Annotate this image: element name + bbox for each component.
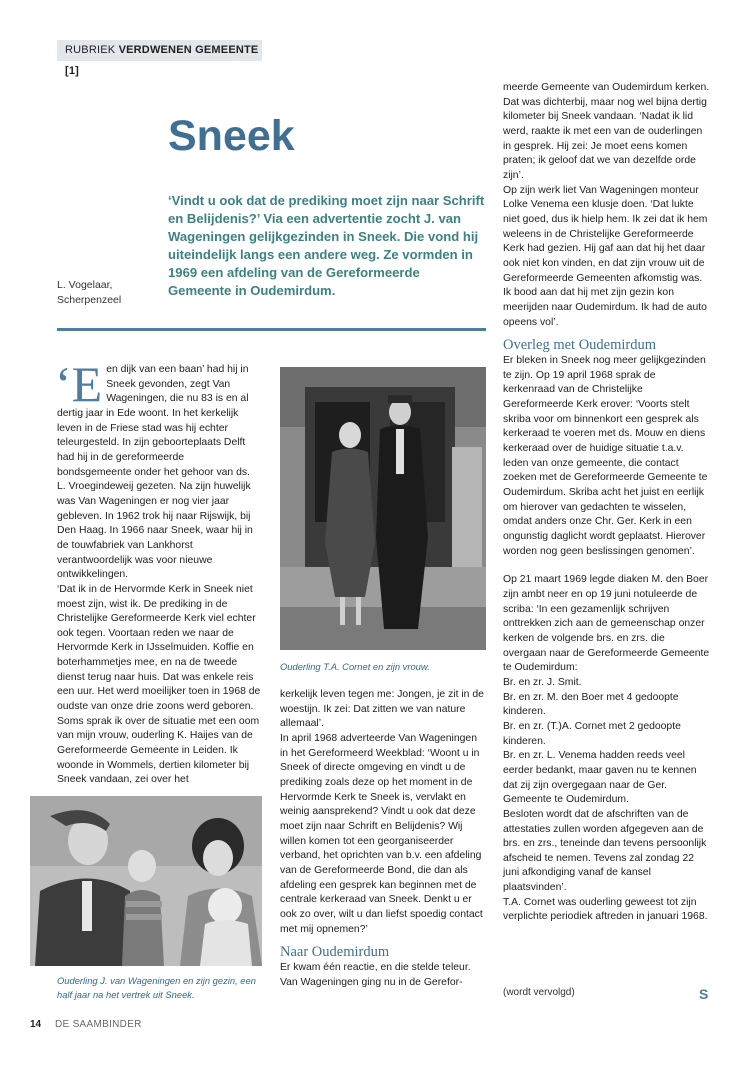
rubric-title: VERDWENEN GEMEENTE xyxy=(118,44,259,56)
author-name: L. Vogelaar, xyxy=(57,279,113,291)
col3-list-4: Br. en zr. L. Venema hadden reeds veel eerder bedankt, maar gaven nu te kennen dat zij zijn overgegaan naar de Ger. Gemeente te Oudemirdum. xyxy=(503,750,697,806)
col2-paragraph-3: Er kwam één reactie, en die stelde teleur. Van Wageningen ging nu in de Gerefor- xyxy=(280,962,471,988)
col3-paragraph-5: Besloten wordt dat de afschriften van de attestaties zullen worden afgegeven aan de brs. en zrs., teneinde dan tevens persoonlijk afscheid te nemen. Tevens zal zondag 22 juni afkondiging vanaf de kansel plaatsvinden’. xyxy=(503,808,707,894)
author-byline xyxy=(57,278,121,308)
col1-paragraph-1: ‘Een dijk van een baan’ had hij in Sneek gevonden, zegt Van Wageningen, die nu 83 is en al dertig jaar in Ede woont. In het kerkelijk leven in de Friese stad was hij echter teleurgesteld. In zijn geboorteplaats Delft had hij in de gereformeerde bondsgemeente onder het gehoor van ds. L. Vroegindeweij gezeten. Na zijn huwelijk was Van Wageningen er nog vier jaar gebleven. In 1962 trok hij naar Rijswijk, bij Den Haag. In 1966 naar Sneek, waar hij in de touwfabriek van Lankhorst verantwoordelijk was voor nieuwe ontwikkelingen. xyxy=(55,356,253,581)
col2-paragraph-2: In april 1968 adverteerde Van Wageningen in het Gereformeerd Weekblad: ‘Woont u in Sneek of directe omgeving en vindt u de prediking zoals deze op het moment in de Hervormde Kerk te Sneek is, vervlakt en weinig aansprekend? Vindt u ook dat deze moet zijn naar Schrift en Belijdenis? Wij willen komen tot een georganiseerder verband, het oprichten van b.v. een afdeling van de Gereformeerde Bond, die dan als afdeling een gesprek kan beginnen met de centrale kerkeraad van Sneek. Denkt u er ook zo over, wilt u dan liefst spoedig contact met mij opnemen?’ xyxy=(280,732,483,935)
column-2 xyxy=(280,688,485,990)
col3-paragraph-6: T.A. Cornet was ouderling geweest tot zijn verplichte periodiek aftreden in januari 1968. xyxy=(503,896,708,923)
col3-paragraph-1: meerde Gemeente van Oudemirdum kerken. Dat was dichterbij, maar nog wel bijna dertig kilometer bij Sneek vandaan. ‘Nadat ik lid werd, raakte ik met een van de ouderlingen in gesprek. Hij zei: Je moet eens komen praten; ik geloof dat we van dezelfde orde zijn’. xyxy=(503,82,710,181)
photo-family-caption: Ouderling J. van Wageningen en zijn gezin, een half jaar na het vertrek uit Sneek. xyxy=(57,975,256,1000)
photo-couple xyxy=(280,367,486,650)
photo-family-image xyxy=(30,796,262,966)
col3-paragraph-3: Er bleken in Sneek nog meer gelijkgezinden te zijn. Op 19 april 1968 sprak de kerkenraad van de Christelijke Gereformeerde Kerk erover: ‘Voorts stelt skriba voor om binnenkort een gesprek als kerkeraad te voeren met ds. Mouw en diens kerkeraad over de huidige situatie t.a.v. leden van onze gemeente, die contact zoeken met de Gereformeerde Gemeente te Oudemirdum. Skriba acht het juist en eerlijk om hierover van gedachten te wisselen, omdat anders onze Chr. Ger. Kerk in een ongunstig daglicht wordt geplaatst. Hierover worden nog geen beslissingen genomen’. xyxy=(503,355,708,557)
article-lead: ‘Vindt u ook dat de prediking moet zijn naar Schrift en Belijdenis?’ Via een advertentie zocht J. van Wageningen gelijkgezinden in Sneek. Die vond hij uiteindelijk langs een andere weg. Ze vormden in 1969 een afdeling van de Gereformeerde Gemeente in Oudemirdum. xyxy=(168,193,485,298)
column-3 xyxy=(503,81,710,925)
end-mark-icon: S xyxy=(699,986,709,1002)
subhead-naar-oudemirdum: Naar Oudemirdum xyxy=(280,944,390,961)
drop-cap: ‘E xyxy=(55,356,103,412)
rubric-prefix: RUBRIEK xyxy=(65,44,116,56)
page-number: 14 xyxy=(30,1019,42,1030)
magazine-name: DE SAAMBINDER xyxy=(55,1019,142,1030)
col3-list-1: Br. en zr. J. Smit. xyxy=(503,676,582,688)
column-1 xyxy=(55,356,261,788)
col1-paragraph-2: ‘Dat ik in de Hervormde Kerk in Sneek niet moest zijn, wist ik. De prediking in de Christelijke Gereformeerde Kerk viel echter ook tegen. Voortaan reden we naar de Hervormde Kerk in IJsselmuiden. Koffie en boterhammetjes mee, en na de tweede dienst terug naar huis. Dat was enkele reis een uur. Het werd moeilijker toen in 1968 de oudste van onze drie zoons werd geboren. Soms sprak ik over de situatie met een oom van mijn vrouw, ouderling K. Haijes van de Gereformeerde Gemeente in Leiden. Ik woonde in Wommels, dertien kilometer bij Sneek vandaan, zei over het xyxy=(57,583,261,786)
title-divider xyxy=(57,328,486,331)
article-title: Sneek xyxy=(168,112,295,160)
photo-couple-caption: Ouderling T.A. Cornet en zijn vrouw. xyxy=(280,661,430,672)
col2-paragraph-1: kerkelijk leven tegen me: Jongen, je zit in de woestijn. Ik zei: Dat zitten we van nature allemaal’. xyxy=(280,689,484,730)
rubric-number: [1] xyxy=(65,65,80,77)
author-place: Scherpenzeel xyxy=(57,294,122,306)
subhead-overleg: Overleg met Oudemirdum xyxy=(503,337,657,354)
to-be-continued: (wordt vervolgd) xyxy=(503,987,575,998)
col3-paragraph-4: Op 21 maart 1969 legde diaken M. den Boer zijn ambt neer en op 19 juni notuleerde de scriba: ‘In een gezamenlijk schrijven onttrekken zich aan de gemeenschap onzer kerken de volgende brs. en zrs. die overgaan naar de Gereformeerde Gemeente te Oudemirdum: xyxy=(503,574,710,674)
photo-family xyxy=(30,796,262,966)
rubric-label xyxy=(57,40,262,77)
col3-list-3: Br. en zr. (T.)A. Cornet met 2 gedoopte kinderen. xyxy=(503,720,681,747)
col3-paragraph-2: Op zijn werk liet Van Wageningen monteur Lolke Venema een klusje doen. ‘Dat lukte niet goed, dus ik hielp hem. Ik zei dat ik hem weleens in de Christelijke Gereformeerde Kerk had gezien. Hij gaf aan dat hij het daar ook niet kon vinden, en dat zijn vrouw uit de Gereformeerde Gemeenten afkomstig was. Ik bood aan dat hij met zijn gezin kon meerijden naar Oudemirdum. Ik had de auto opeens vol’. xyxy=(503,184,708,328)
photo-couple-image xyxy=(280,367,486,650)
col3-list-2: Br. en zr. M. den Boer met 4 gedoopte kinderen. xyxy=(503,691,679,718)
